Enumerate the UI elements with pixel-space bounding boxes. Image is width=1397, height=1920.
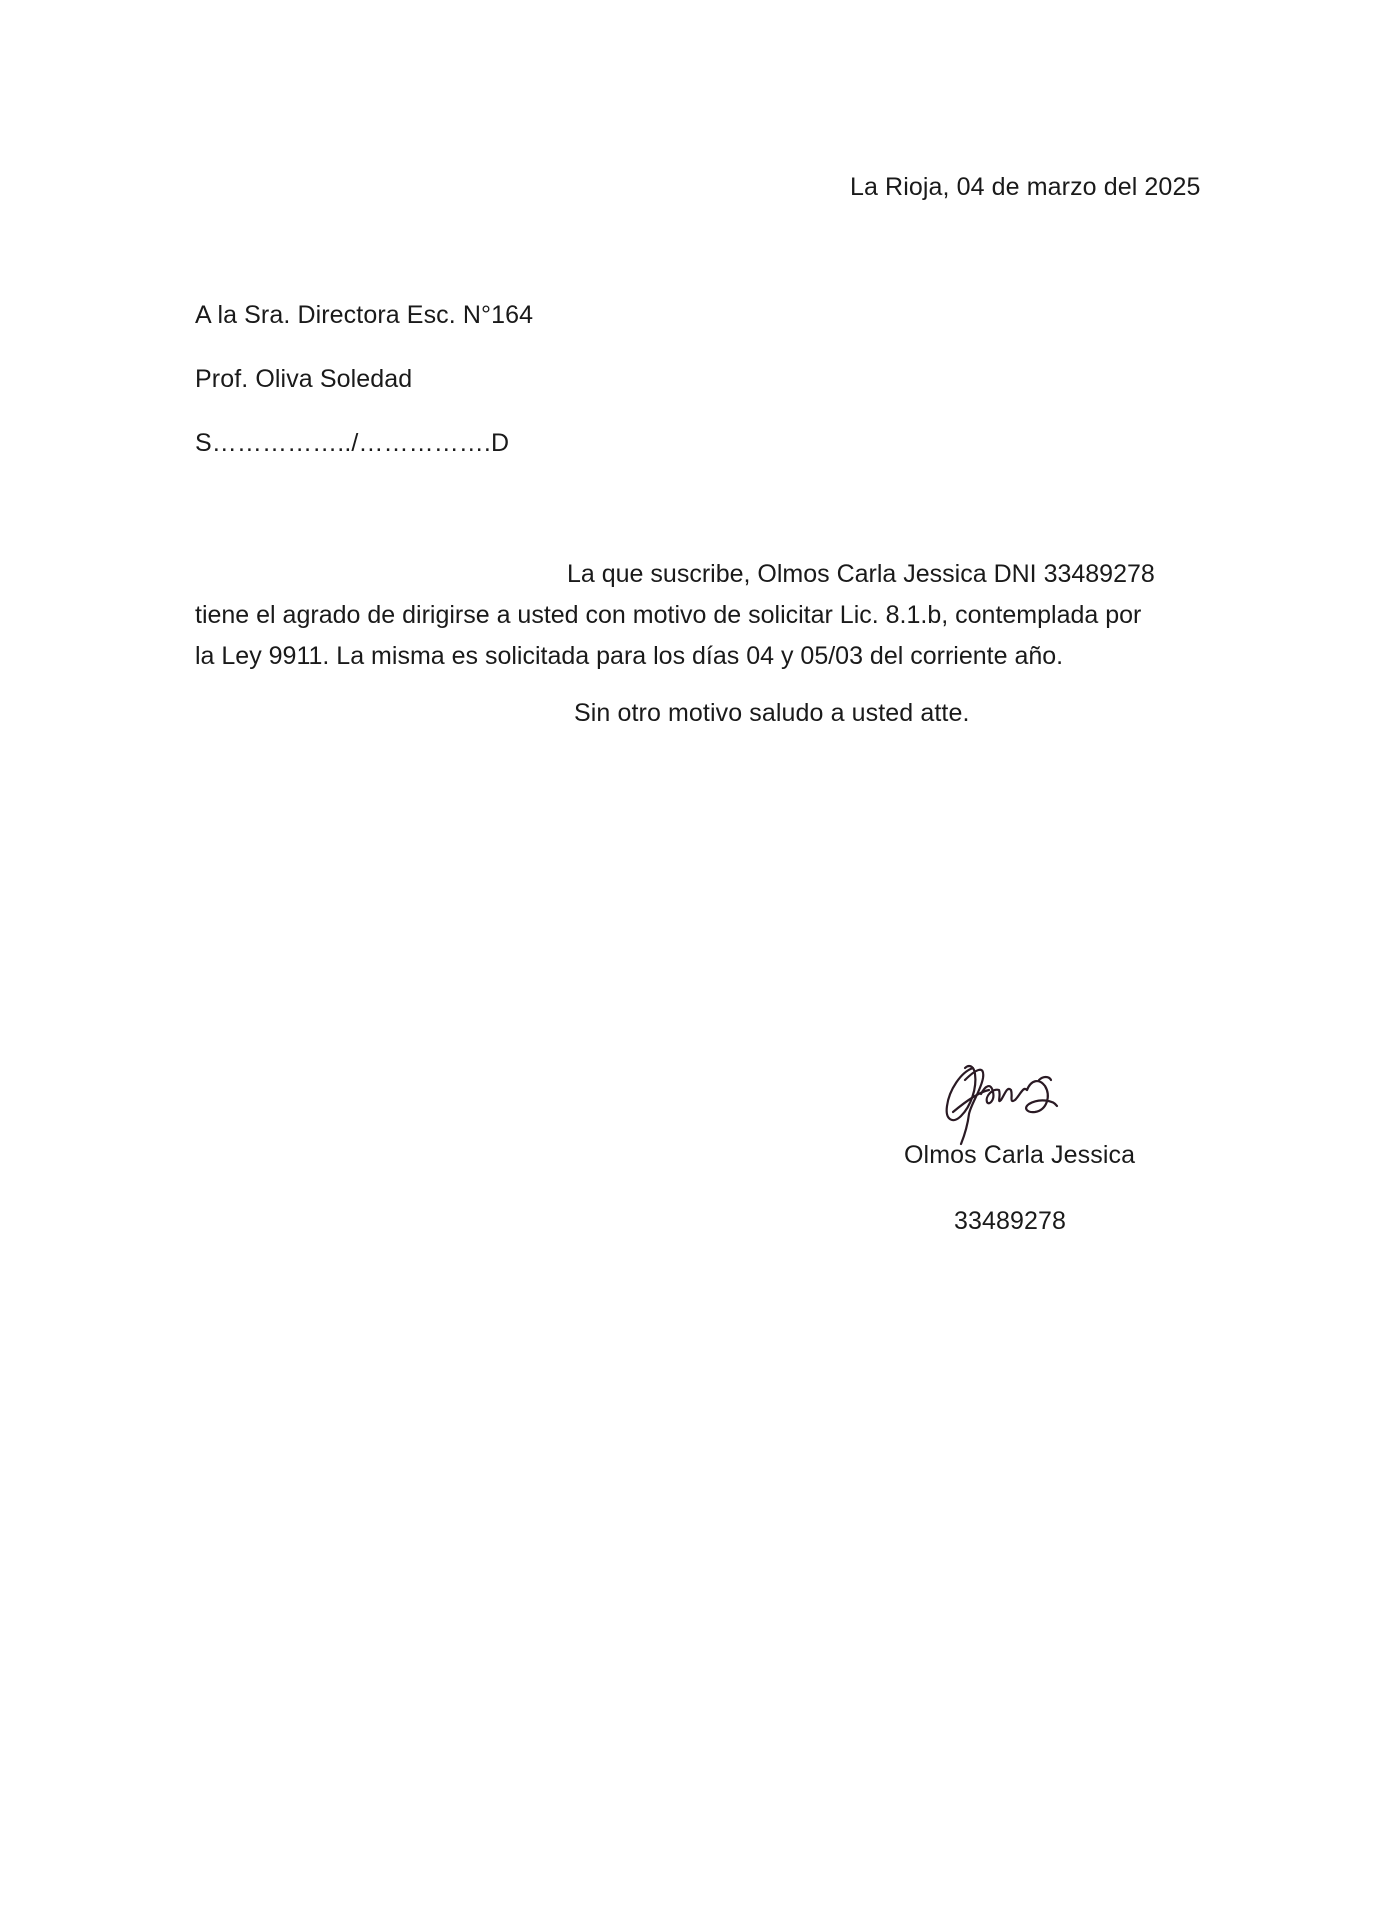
body-line-2: tiene el agrado de dirigirse a usted con motivo de solicitar Lic. 8.1.b, contemplada por [195,601,1142,629]
signer-dni: 33489278 [954,1207,1067,1235]
recipient-line: A la Sra. Directora Esc. N°164 [195,301,534,329]
recipient-name: Prof. Oliva Soledad [195,365,413,393]
place-date: La Rioja, 04 de marzo del 2025 [850,173,1201,201]
handwritten-signature [935,1050,1071,1146]
letter-body [195,554,1195,677]
signer-name: Olmos Carla Jessica [904,1141,1136,1169]
body-line-1: La que suscribe, Olmos Carla Jessica DNI 33489278 [567,560,1155,588]
body-line-3: la Ley 9911. La misma es solicitada para los días 04 y 05/03 del corriente año. [195,642,1064,670]
closing-line: Sin otro motivo saludo a usted atte. [574,699,970,727]
salutation-sd: S……………../…………….D [195,429,510,457]
